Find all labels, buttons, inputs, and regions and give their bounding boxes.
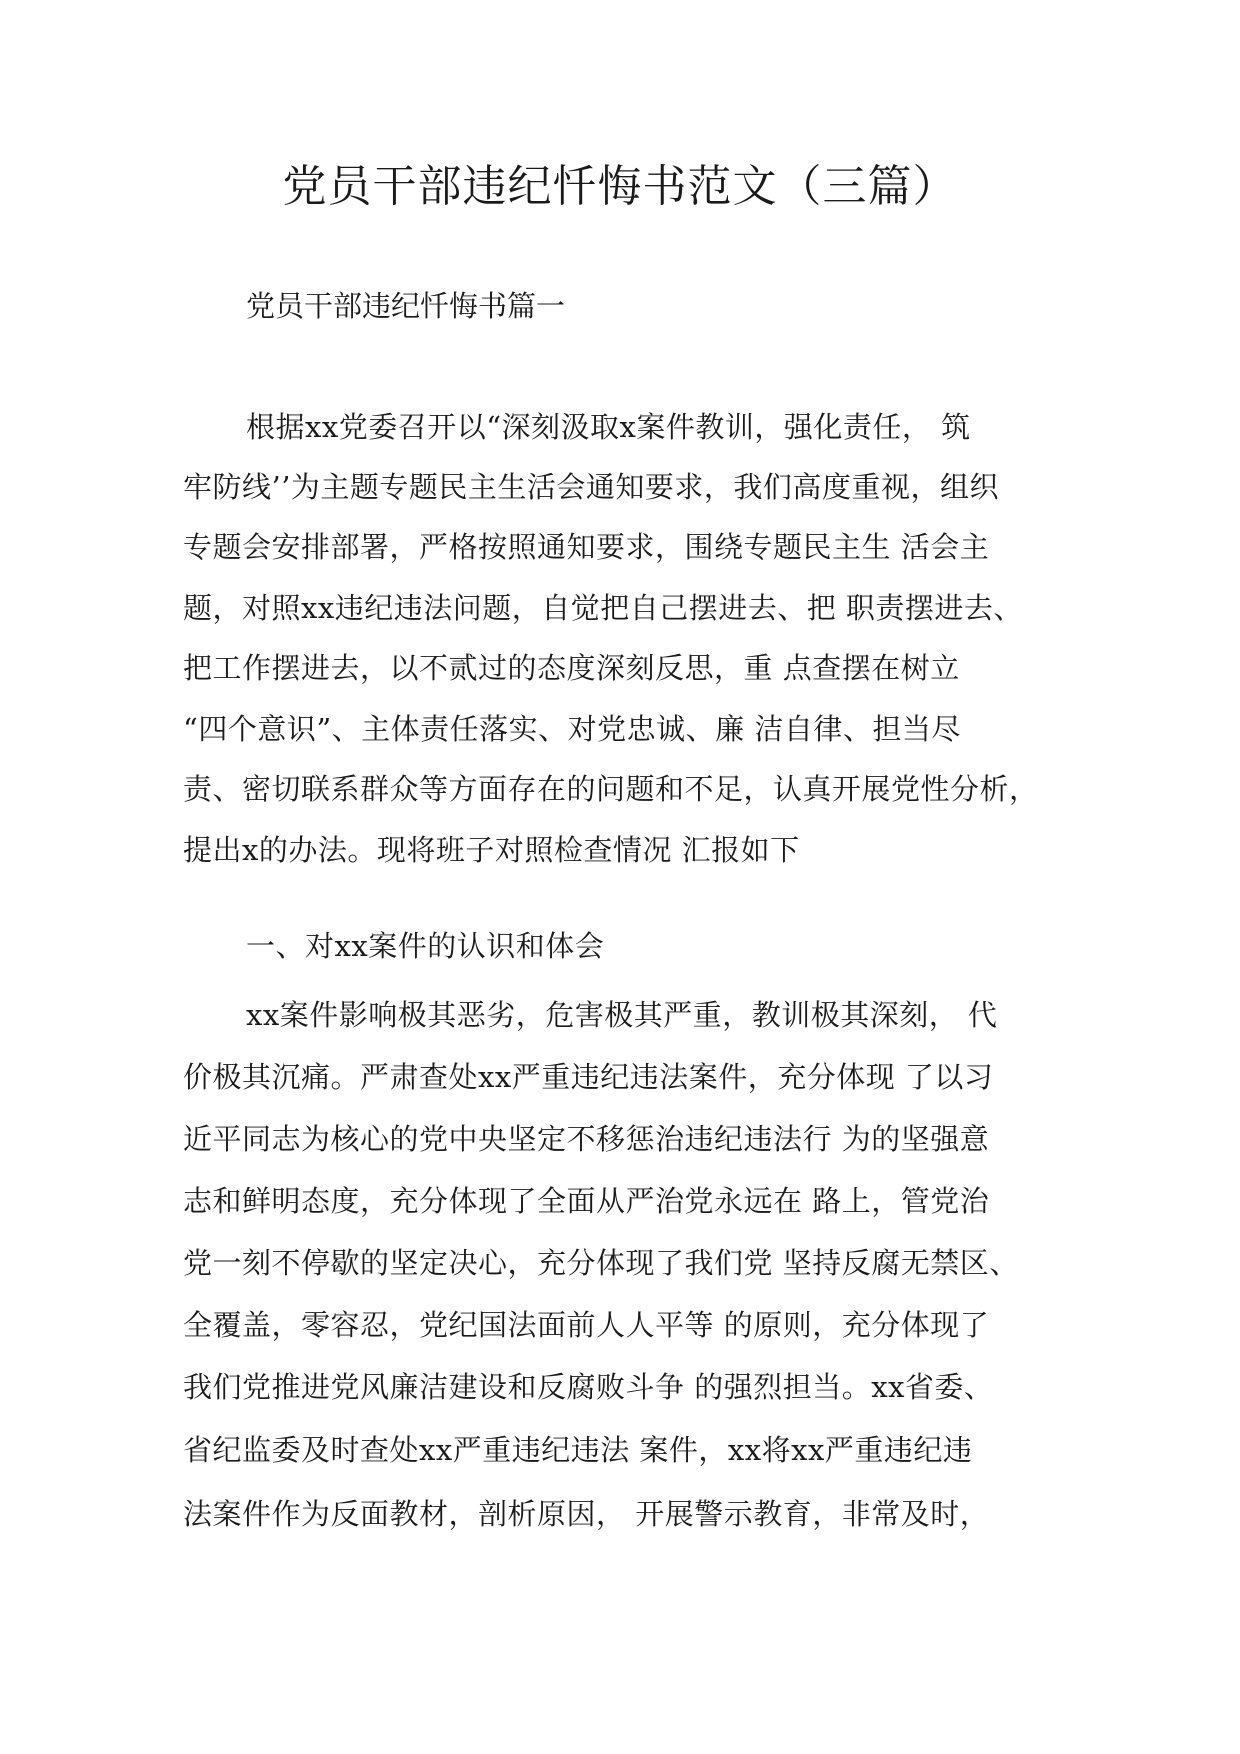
body-line: 提出x的办法。现将班子对照检查情况 汇报如下 bbox=[183, 833, 800, 867]
document-title: 党员干部违纪忏悔书范文（三篇） bbox=[282, 161, 958, 212]
body-line: 全覆盖，零容忍，党纪国法面前人人平等 的原则，充分体现了 bbox=[183, 1308, 990, 1342]
body-line: 责、密切联系群众等方面存在的问题和不足，认真开展党性分析， bbox=[183, 772, 1039, 806]
body-line: 牢防线’’为主题专题民主生活会通知要求，我们高度重视，组织 bbox=[183, 470, 999, 504]
body-line: 近平同志为核心的党中央坚定不移惩治违纪违法行 为的坚强意 bbox=[183, 1122, 990, 1156]
body-line: 把工作摆进去，以不贰过的态度深刻反思，重 点查摆在树立 bbox=[183, 651, 960, 685]
body-line: 题，对照xx违纪违法问题，自觉把自己摆进去、把 职责摆进去、 bbox=[183, 591, 1023, 625]
body-line: 我们党推进党风廉洁建设和反腐败斗争 的强烈担当。xx省委、 bbox=[183, 1370, 994, 1404]
body-line: 省纪监委及时查处xx严重违纪违法 案件，xx将xx严重违纪违 bbox=[183, 1433, 973, 1467]
body-line: 法案件作为反面教材，剖析原因， 开展警示教育，非常及时， bbox=[183, 1497, 990, 1531]
body-line: 根据xx党委召开以“深刻汲取x案件教训，强化责任， 筑 bbox=[246, 410, 971, 444]
document-subtitle: 党员干部违纪忏悔书篇一 bbox=[246, 289, 566, 323]
body-line: 党一刻不停歇的坚定决心，充分体现了我们党 坚持反腐无禁区、 bbox=[183, 1246, 1019, 1280]
section-heading: 一、对xx案件的认识和体会 bbox=[246, 929, 605, 963]
body-line: “四个意识”、主体责任落实、对党忠诚、廉 洁自律、担当尽 bbox=[183, 712, 961, 746]
body-line: 专题会安排部署，严格按照通知要求，围绕专题民主生 活会主 bbox=[183, 530, 990, 564]
body-line: 价极其沉痛。严肃查处xx严重违纪违法案件，充分体现 了以习 bbox=[183, 1060, 994, 1094]
body-line: xx案件影响极其恶劣，危害极其严重，教训极其深刻， 代 bbox=[246, 998, 998, 1032]
body-line: 志和鲜明态度，充分体现了全面从严治党永远在 路上，管党治 bbox=[183, 1184, 990, 1218]
